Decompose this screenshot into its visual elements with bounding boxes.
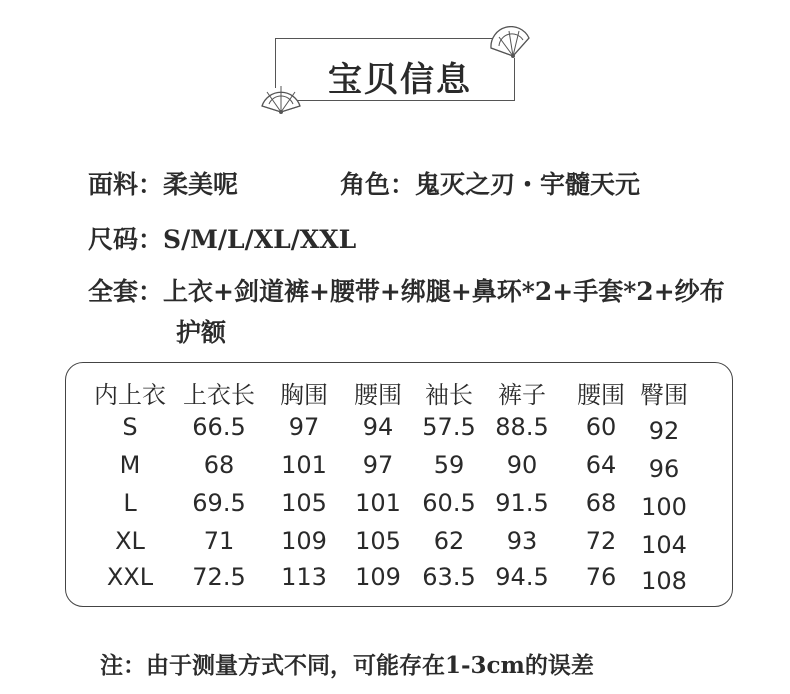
info-set-line2 xyxy=(176,313,226,349)
size-table xyxy=(65,362,733,607)
info-set-label: 全套： xyxy=(88,277,164,306)
header-frame-right xyxy=(514,58,515,101)
table-cell: 113 xyxy=(281,563,327,591)
table-cell: 93 xyxy=(506,527,538,555)
info-role-value: 鬼灭之刃・宇髓天元 xyxy=(415,170,641,199)
note-text: 注：由于测量方式不同，可能存在1-3cm的误差 xyxy=(100,652,594,679)
table-cell: 105 xyxy=(355,527,401,555)
info-size xyxy=(88,220,356,256)
table-cell: 105 xyxy=(281,489,327,517)
info-set-value-line2: 护额 xyxy=(176,318,227,347)
info-set xyxy=(88,272,725,308)
table-cell: 91.5 xyxy=(495,489,549,517)
info-role-label: 角色： xyxy=(340,170,416,199)
table-cell: 101 xyxy=(281,451,327,479)
table-cell: 94 xyxy=(362,413,394,441)
table-cell: 72.5 xyxy=(192,563,246,591)
table-header-cell: 臀围 xyxy=(640,381,688,409)
table-cell: 57.5 xyxy=(422,413,476,441)
fan-icon xyxy=(487,26,533,60)
table-cell: 63.5 xyxy=(422,563,476,591)
info-fabric-label: 面料： xyxy=(88,170,164,199)
table-header-cell: 胸围 xyxy=(280,381,328,409)
table-row-size: XL xyxy=(115,527,145,555)
table-cell: 97 xyxy=(362,451,394,479)
page-title: 宝贝信息 xyxy=(328,60,472,100)
table-header-cell: 腰围 xyxy=(354,381,402,409)
table-cell: 94.5 xyxy=(495,563,549,591)
info-set-value-line1: 上衣+剑道裤+腰带+绑腿+鼻环*2+手套*2+纱布 xyxy=(163,277,725,306)
table-row-size: M xyxy=(119,451,141,479)
table-cell: 68 xyxy=(203,451,235,479)
table-cell: 66.5 xyxy=(192,413,246,441)
table-cell: 90 xyxy=(506,451,538,479)
table-row-size: XXL xyxy=(106,563,154,591)
table-row-size: L xyxy=(123,489,137,517)
table-cell: 76 xyxy=(585,563,617,591)
table-cell: 109 xyxy=(355,563,401,591)
table-cell: 88.5 xyxy=(495,413,549,441)
table-header-cell: 裤子 xyxy=(498,381,546,409)
table-cell: 92 xyxy=(648,417,680,445)
info-fabric xyxy=(88,165,238,201)
table-cell: 68 xyxy=(585,489,617,517)
table-header-cell: 腰围 xyxy=(577,381,625,409)
info-size-value: S/M/L/XL/XXL xyxy=(163,225,357,254)
info-role xyxy=(340,165,640,201)
table-cell: 97 xyxy=(288,413,320,441)
header-frame-top xyxy=(275,38,513,39)
table-cell: 69.5 xyxy=(192,489,246,517)
table-cell: 64 xyxy=(585,451,617,479)
info-fabric-value: 柔美呢 xyxy=(163,170,239,199)
table-cell: 60.5 xyxy=(422,489,476,517)
fan-icon xyxy=(258,80,304,114)
table-header-cell: 袖长 xyxy=(425,381,473,409)
table-row-size: S xyxy=(122,413,138,441)
table-cell: 72 xyxy=(585,527,617,555)
table-cell: 101 xyxy=(355,489,401,517)
table-cell: 60 xyxy=(585,413,617,441)
table-cell: 71 xyxy=(203,527,235,555)
table-cell: 96 xyxy=(648,455,680,483)
table-header-cell: 内上衣 xyxy=(94,381,166,409)
table-cell: 59 xyxy=(433,451,465,479)
table-cell: 109 xyxy=(281,527,327,555)
info-size-label: 尺码： xyxy=(88,225,164,254)
table-cell: 62 xyxy=(433,527,465,555)
table-header-cell: 上衣长 xyxy=(183,381,255,409)
table-cell: 100 xyxy=(641,493,687,521)
table-cell: 104 xyxy=(641,531,687,559)
table-cell: 108 xyxy=(641,567,687,595)
